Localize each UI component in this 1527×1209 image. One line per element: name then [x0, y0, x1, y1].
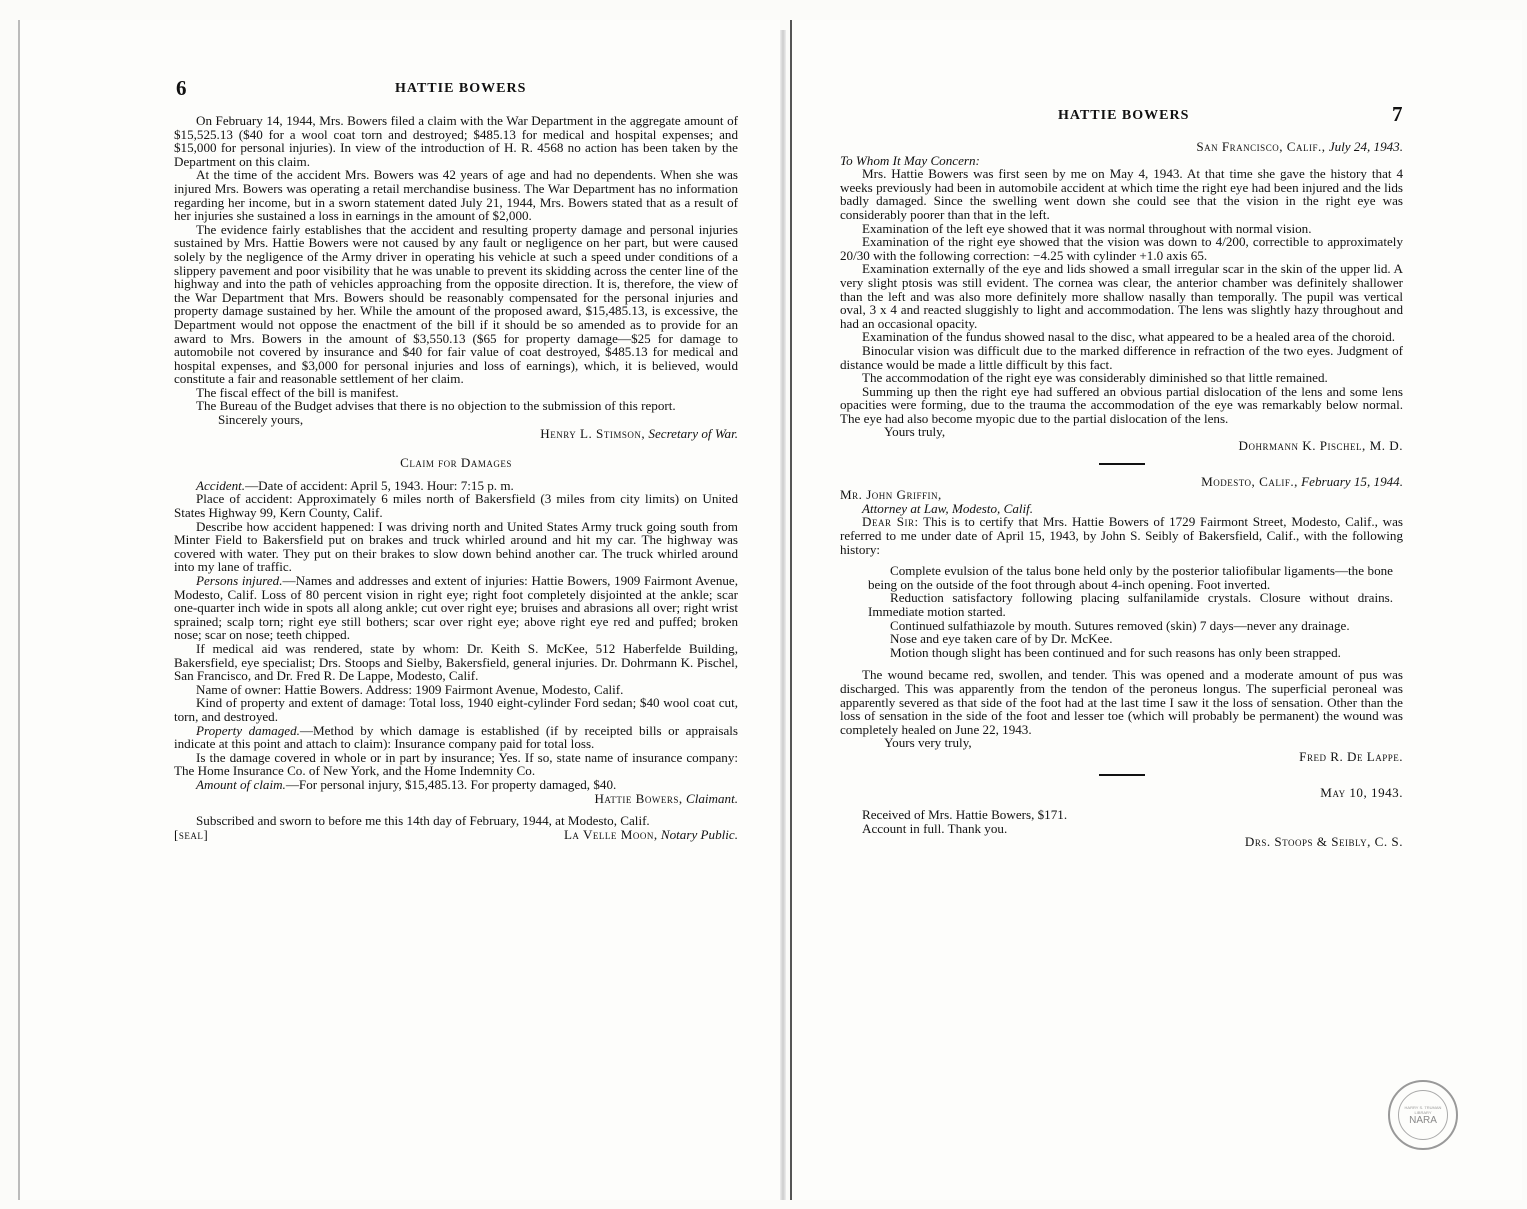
- paragraph: Summing up then the right eye had suffered an obvious partial dislocation of the lens and some lens opacities were forming, due to the trauma the accommodation of the eye was remarkably below normal. The eye had also become myopic due to the partial dislocation of the lens.: [840, 383, 1403, 426]
- library-stamp-icon: [1388, 1080, 1458, 1150]
- dateline-place: San Francisco, Calif.,: [1196, 139, 1326, 154]
- notary-title: Notary Public.: [660, 826, 738, 842]
- paragraph: Is the damage covered in whole or in part by insurance; Yes. If so, state name of insurance company: The Home Insurance Co. of New York, and the Home Indemnity Co.: [174, 749, 738, 779]
- addressee-title: Attorney at Law, Modesto, Calif.: [862, 500, 1034, 516]
- paragraph: Subscribed and sworn to before me this 14th day of February, 1944, at Modesto, Calif.: [196, 813, 650, 829]
- closing: Yours truly,: [884, 424, 946, 440]
- receipt-line: Account in full. Thank you.: [862, 820, 1008, 836]
- field-value: —For personal injury, $15,485.13. For property damaged, $40.: [285, 776, 617, 792]
- addressee-name: Mr. John Griffin,: [840, 487, 942, 503]
- field-value: —Date of accident: April 5, 1943. Hour: 7:15 p. m.: [245, 477, 514, 493]
- section-heading: Claim for Damages: [400, 455, 512, 471]
- field-label: Persons injured.: [196, 573, 283, 588]
- paragraph: At the time of the accident Mrs. Bowers was 42 years of age and had no dependents. When she was injured Mrs. Bowers was operating a retail merchandise business. The War Department has no information regarding her income, but in a sworn statement dated July 21, 1944, Mrs. Bowers stated that as a result of her injuries she sustained a loss in earnings in the amount of $2,000.: [174, 167, 738, 224]
- addressee: [840, 488, 1403, 502]
- persons-line: [174, 574, 738, 642]
- paragraph: Examination externally of the eye and lids showed a small irregular scar in the skin of the upper lid. A very slight ptosis was still evident. The cornea was clear, the anterior chamber was definitely shallower than the left and was also more definitely more shallow nasally than temporally. The pupil was vertical oval, 3 x 4 and reacted sluggishly to light and accommodation. The lens was slightly hazy throughout and had an occasional opacity.: [840, 261, 1403, 331]
- paragraph: Mrs. Hattie Bowers was first seen by me on May 4, 1943. At that time she gave the history that 4 weeks previously had been in automobile accident at which time the right eye had been injured and the lids badly damaged. Since the swelling went down she could see that the vision in the right eye was considerably poorer than that in the left.: [840, 166, 1403, 222]
- accident-line: [174, 479, 738, 493]
- paragraph: Binocular vision was difficult due to the marked difference in refraction of the two eyes. Judgment of distance would be made a little difficult by this fact.: [840, 342, 1403, 372]
- right-page-body: [840, 140, 1403, 849]
- paragraph: Kind of property and extent of damage: Total loss, 1940 eight-cylinder Ford sedan; $40 wool coat cut, torn, and destroyed.: [174, 695, 738, 724]
- dateline-date: February 15, 1944.: [1301, 473, 1403, 489]
- closing: Sincerely yours,: [218, 412, 304, 428]
- paragraph: On February 14, 1944, Mrs. Bowers filed a claim with the War Department in the aggregate amount of $15,525.13 ($40 for a wool coat torn and destroyed; $485.13 for medical and hospital expenses; and $15,000 for personal injuries). In view of the introduction of H. R. 4568 no action has been taken by the Department on this claim.: [174, 113, 738, 169]
- paragraph: Examination of the fundus showed nasal to the disc, what appeared to be a healed area of the choroid.: [862, 329, 1396, 345]
- quote-paragraph: Continued sulfathiazole by mouth. Sutures removed (skin) 7 days—never any drainage.: [890, 617, 1350, 633]
- book-gutter: [780, 30, 786, 1200]
- running-head-right: HATTIE BOWERS: [1058, 108, 1190, 123]
- claimant-name: Hattie Bowers,: [594, 790, 683, 806]
- stamp-inner: [1398, 1090, 1448, 1140]
- claimant-title: Claimant.: [685, 790, 738, 806]
- seal-mark: [seal]: [174, 826, 209, 842]
- dateline: [840, 140, 1403, 154]
- amount-line: [174, 778, 738, 792]
- stamp-ring-text: HARRY S. TRUMAN LIBRARY: [1404, 1104, 1442, 1115]
- field-value: —Names and addresses and extent of injuries: Hattie Bowers, 1909 Fairmont Avenue, Modesto, Calif. Loss of 80 percent vision in right eye; right foot completely disjointed at the ankle; scar one-quarter inch wide in spots all along ankle; cut over right eye; bruises and abrasions all over; right wrist sprained; scalp torn; right eye still bothers; scar over right eye; above right eye red and puffed; broken nose; scar on nose; teeth chipped.: [174, 573, 738, 643]
- quote-paragraph: Complete evulsion of the talus bone held only by the posterior taliofibular ligaments—the bone being on the outside of the foot through about 4-inch opening. Foot inverted.: [868, 563, 1393, 592]
- receipt-line: Received of Mrs. Hattie Bowers, $171.: [862, 807, 1068, 823]
- history-quote: [840, 564, 1403, 659]
- signer-name: Drs. Stoops & Seibly, C. S.: [1244, 834, 1403, 850]
- dateline: May 10, 1943.: [1320, 784, 1403, 800]
- dateline-place: Modesto, Calif.,: [1201, 473, 1298, 489]
- dateline: [840, 475, 1403, 489]
- paragraph-text: This is to certify that Mrs. Hattie Bowers of 1729 Fairmont Street, Modesto, Calif., was referred to me under date of April 15, 1943, by John S. Seibly of Bakersfield, Calif., with the following history:: [840, 514, 1403, 557]
- notary-signature: [564, 828, 738, 842]
- signer-name: Dohrmann K. Pischel, M. D.: [1238, 438, 1403, 454]
- quote-paragraph: Reduction satisfactory following placing sulfanilamide crystals. Closure without drains. Immediate motion started.: [868, 590, 1393, 619]
- notary-line: [174, 828, 738, 842]
- dateline-date: July 24, 1943.: [1328, 139, 1403, 154]
- salutation: To Whom It May Concern:: [840, 152, 980, 168]
- paragraph: The Bureau of the Budget advises that there is no objection to the submission of this report.: [196, 398, 676, 414]
- paragraph: Examination of the right eye showed that the vision was down to 4/200, correctible to approximately 20/30 with the following correction: −4.25 with cylinder +1.0 axis 65.: [840, 234, 1403, 263]
- letter-opening: [840, 515, 1403, 556]
- signer-name: Henry L. Stimson,: [540, 425, 646, 441]
- claimant-signature: [174, 792, 738, 806]
- quote-paragraph: Nose and eye taken care of by Dr. McKee.: [890, 631, 1113, 647]
- signer-title: Secretary of War.: [648, 425, 738, 441]
- field-label: Amount of claim.: [196, 776, 286, 792]
- paragraph: Place of accident: Approximately 6 miles north of Bakersfield (3 miles from city limits) on United States Highway 99, Kern County, Calif.: [174, 491, 738, 521]
- stamp-center-text: NARA: [1409, 1114, 1437, 1126]
- paragraph: The evidence fairly establishes that the accident and resulting property damage and personal injuries sustained by Mrs. Hattie Bowers were not caused by any fault or negligence on her part, but were caused solely by the negligence of the Army driver in operating his vehicle at such a speed under conditions of a slippery pavement and poor visibility that he was unable to prevent its skidding across the center line of the highway and into the path of vehicles approaching from the opposite direction. It is, therefore, the view of the War Department that Mrs. Bowers should be reasonably compensated for the personal injuries and property damage sustained by her. While the amount of the proposed award, $15,485.13, is excessive, the Department would not oppose the enactment of the bill if it should be so amended as to provide for an award to Mrs. Bowers in the amount of $3,550.13 ($65 for property damage—$25 for damage to automobile not covered by insurance and $40 for fair value of coat destroyed, $485.13 for medical and hospital expenses, and $3,000 for personal injuries and loss of earnings), which, it is believed, would constitute a fair and reasonable settlement of her claim.: [174, 221, 738, 387]
- section-divider: [1099, 463, 1145, 465]
- field-label: Property damaged.: [196, 722, 300, 738]
- salutation: Dear Sir:: [862, 514, 919, 530]
- paragraph: The fiscal effect of the bill is manifest.: [196, 384, 399, 400]
- page-number-left: 6: [176, 76, 187, 100]
- signer-name: Fred R. De Lappe.: [1299, 748, 1403, 764]
- field-label: Accident.: [196, 477, 246, 493]
- running-head-left: HATTIE BOWERS: [395, 81, 527, 96]
- paragraph: Describe how accident happened: I was driving north and United States Army truck going south from Minter Field to Bakersfield put on brakes and truck whirled around and hit my car. The highway was covered with water. They put on their brakes to slow down behind another car. The truck whirled around into my lane of traffic.: [174, 518, 738, 575]
- quote-paragraph: Motion though slight has been continued and for such reasons has only been strapped.: [890, 644, 1341, 660]
- signature-line: [174, 427, 738, 441]
- left-page-body: [174, 114, 738, 841]
- page-number-right: 7: [1392, 102, 1403, 126]
- paragraph: The accommodation of the right eye was considerably diminished so that little remained.: [862, 370, 1328, 386]
- section-divider: [1099, 774, 1145, 776]
- field-value: —Method by which damage is established (if by receipted bills or appraisals indicate at this point and attach to claim): Insurance company paid for total loss.: [174, 722, 738, 752]
- paragraph: Name of owner: Hattie Bowers. Address: 1909 Fairmont Avenue, Modesto, Calif.: [196, 681, 624, 697]
- paragraph: The wound became red, swollen, and tender. This was opened and a moderate amount of pus was discharged. This was apparently from the tendon of the peroneus longus. The superficial peroneal was apparently severed as that side of the foot had at the last time I saw it the loss of sensation. Other than the loss of sensation in the side of the foot and lesser toe (which will probably be permanent) the wound was completely healed on June 22, 1943.: [840, 667, 1403, 737]
- paragraph: Examination of the left eye showed that it was normal throughout with normal vision.: [862, 220, 1312, 236]
- paragraph: If medical aid was rendered, state by whom: Dr. Keith S. McKee, 512 Haberfelde Building, Bakersfield, eye specialist; Drs. Stoops and Sielby, Bakersfield, general injuries. Dr. Dohrmann K. Pischel, San Francisco, and Dr. Fred R. De Lappe, Modesto, Calif.: [174, 640, 738, 684]
- notary-name: La Velle Moon,: [563, 826, 658, 842]
- closing: Yours very truly,: [884, 735, 972, 751]
- property-line: [174, 724, 738, 751]
